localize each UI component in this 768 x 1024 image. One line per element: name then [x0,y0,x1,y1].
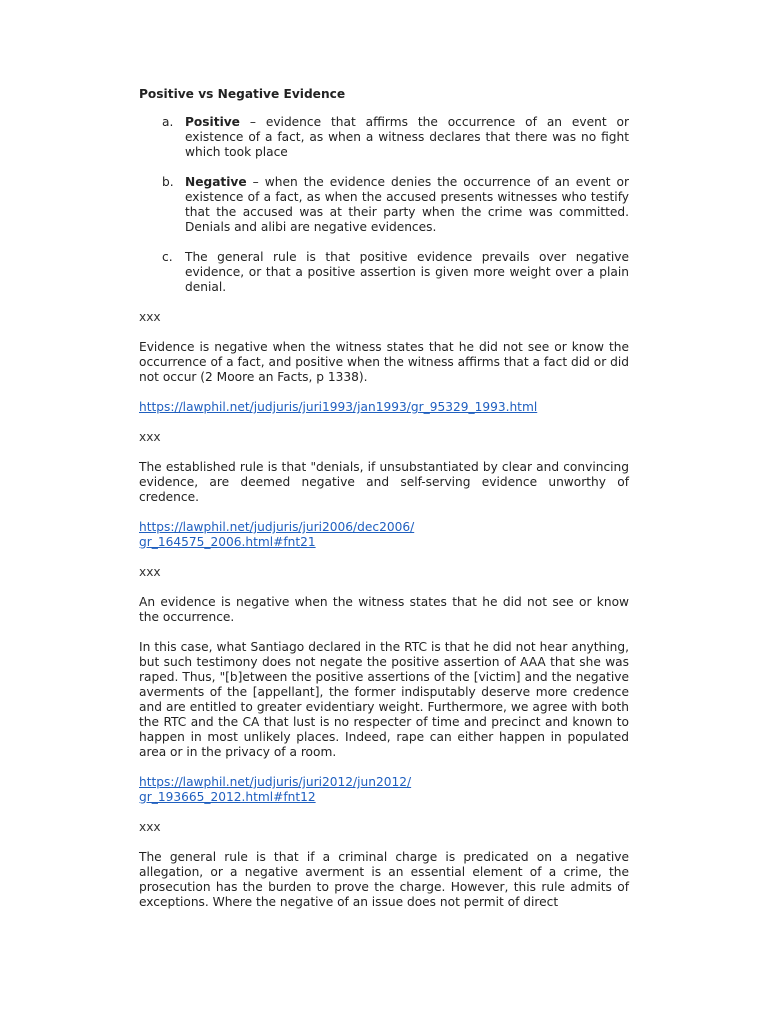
source-link-text[interactable]: https://lawphil.net/judjuris/juri1993/jan1993/gr_95329_1993.html [139,400,538,414]
list-item [139,175,629,235]
source-link-line[interactable]: gr_164575_2006.html#fnt21 [139,535,316,549]
list-item [139,115,629,160]
source-link-line[interactable]: https://lawphil.net/judjuris/juri2012/jun2012/ [139,775,412,789]
list-item-body: The general rule is that positive evidence prevails over negative evidence, or that a positive assertion is given more weight over a plain denial. [185,250,629,294]
list-marker: a. [162,115,174,129]
source-link[interactable] [139,775,629,805]
section-separator: xxx [139,565,161,579]
list-item-text [185,250,629,295]
list-item-text [185,175,629,235]
definition-list [139,115,629,295]
list-item [139,250,629,295]
paragraph: Evidence is negative when the witness states that he did not see or know the occurrence of a fact, and positive when the witness affirms that a fact did or did not occur (2 Moore an Facts, p 1338). [139,340,629,384]
list-item-term: Positive [185,115,240,129]
paragraph: The general rule is that if a criminal charge is predicated on a negative allegation, or a negative averment is an essential element of a crime, the prosecution has the burden to prove the charge. However, this rule admits of exceptions. Where the negative of an issue does not permit of direct [139,850,629,909]
source-link-line[interactable]: gr_193665_2012.html#fnt12 [139,790,316,804]
section-separator: xxx [139,310,161,324]
list-item-term: Negative [185,175,247,189]
list-item-body: – evidence that affirms the occurrence of an event or existence of a fact, as when a witness declares that there was no fight which took place [185,115,629,159]
paragraph: An evidence is negative when the witness states that he did not see or know the occurrence. [139,595,629,624]
document-page [139,86,629,925]
list-marker: c. [162,250,173,264]
source-link[interactable] [139,520,629,550]
section-separator: xxx [139,820,161,834]
section-separator: xxx [139,430,161,444]
list-item-text [185,115,629,160]
list-marker: b. [162,175,174,189]
document-title: Positive vs Negative Evidence [139,87,346,101]
source-link[interactable] [139,400,629,415]
list-item-body: – when the evidence denies the occurrence of an event or existence of a fact, as when the accused presents witnesses who testify that the accused was at their party when the crime was committed. Denials and alibi are negative evidences. [185,175,629,234]
source-link-line[interactable]: https://lawphil.net/judjuris/juri2006/dec2006/ [139,520,415,534]
paragraph: In this case, what Santiago declared in the RTC is that he did not hear anything, but such testimony does not negate the positive assertion of AAA that she was raped. Thus, "[b]etween the positive assertions of the [victim] and the negative averments of the [appellant], the former indisputably deserve more credence and are entitled to greater evidentiary weight. Furthermore, we agree with both the RTC and the CA that lust is no respecter of time and precinct and known to happen in most unlikely places. Indeed, rape can either happen in populated area or in the privacy of a room. [139,640,629,759]
paragraph: The established rule is that "denials, if unsubstantiated by clear and convincing evidence, are deemed negative and self-serving evidence unworthy of credence. [139,460,629,504]
